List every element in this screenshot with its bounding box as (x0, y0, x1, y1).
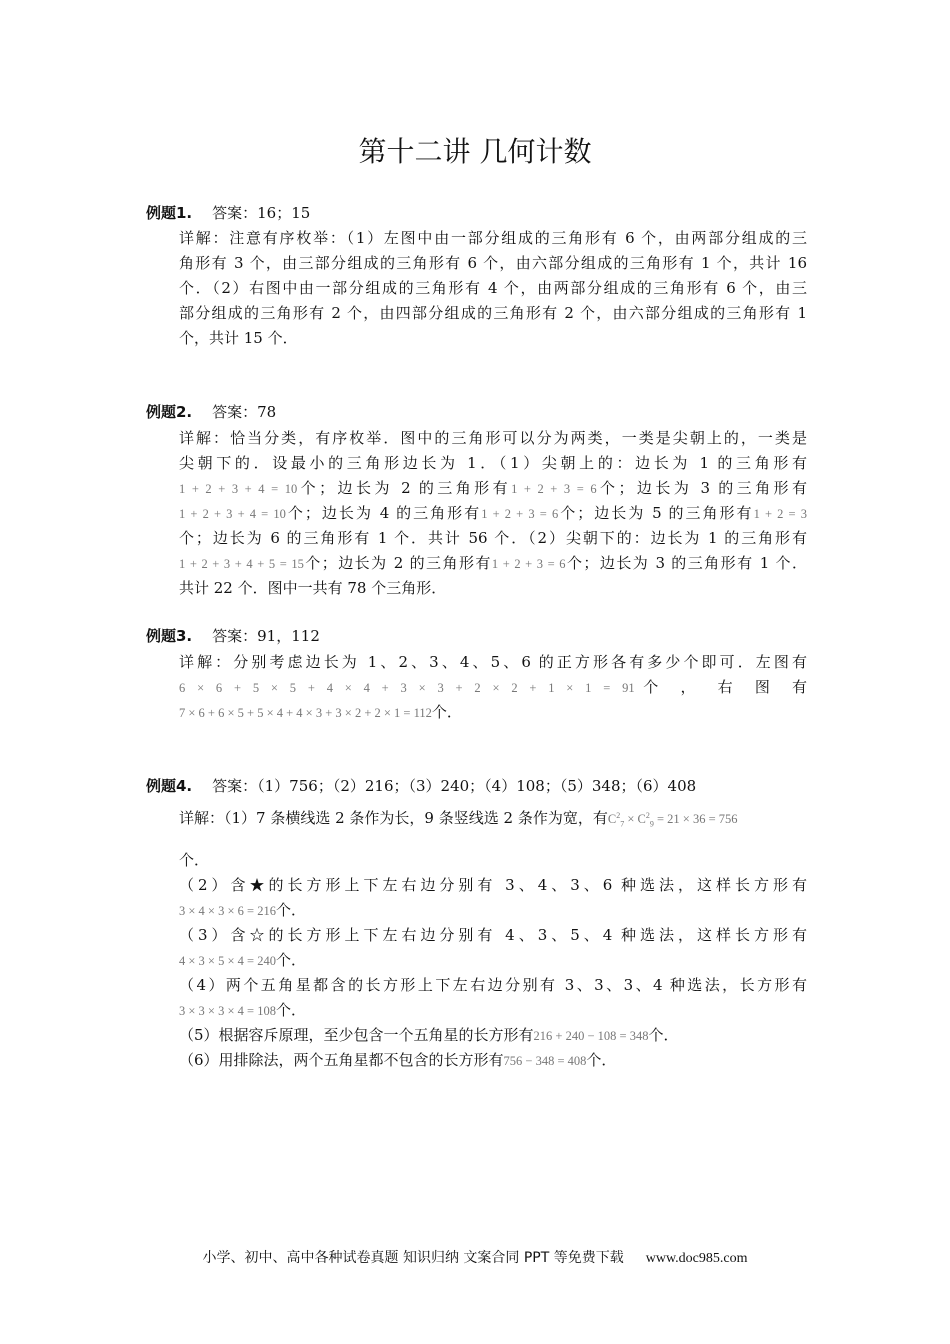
text-run: 个；边长为 2 的三角形有 (297, 479, 512, 497)
example-4-line: 个． (179, 851, 210, 869)
text-run: 个． (431, 703, 462, 721)
text-run: 个；边长为 4 的三角形有 (285, 504, 482, 522)
text-run: 图 (754, 678, 779, 696)
example-4-line (179, 1049, 807, 1070)
text-run: 个． (648, 1026, 679, 1044)
example-3-label: 例题3. (146, 627, 193, 645)
formula: 1 + 2 + 3 + 4 = 10 (179, 507, 286, 521)
superscript: 2 (645, 810, 650, 820)
text-run: ， (680, 678, 705, 696)
subscript: 7 (620, 819, 625, 829)
footer-url[interactable]: www.doc985.com (645, 1251, 748, 1266)
formula (607, 810, 738, 829)
example-3-header (146, 625, 320, 646)
formula-result: = 21 × 36 = 756 (656, 812, 738, 826)
example-4-line (179, 1024, 807, 1045)
example-4-line (179, 949, 807, 970)
example-3-line (179, 701, 807, 722)
example-2-label: 例题2. (146, 403, 193, 421)
example-1-line: 详解：注意有序枚举：（1）左图中由一部分组成的三角形有 6 个，由两部分组成的三 (179, 229, 807, 247)
text-run: 个；边长为 5 的三角形有 (558, 504, 754, 522)
combination-symbol: C (607, 812, 617, 826)
text-run: 有 (791, 678, 807, 696)
text-run: （6）用排除法，两个五角星都不包含的长方形有 (179, 1051, 504, 1069)
footer (0, 1247, 950, 1267)
text-run: 个． (275, 901, 306, 919)
subscript: 9 (649, 819, 654, 829)
example-1-label: 例题1. (146, 204, 193, 222)
formula: 3 × 4 × 3 × 6 = 216 (179, 904, 276, 918)
times-symbol: × (627, 812, 635, 826)
example-2-line: 尖朝下的．设最小的三角形边长为 1．（1）尖朝上的：边长为 1 的三角形有 (179, 454, 807, 472)
formula: 4 × 3 × 5 × 4 = 240 (179, 954, 276, 968)
formula: 1 + 2 + 3 = 6 (491, 557, 566, 571)
example-2-line: 个；边长为 6 的三角形有 1 个．共计 56 个．（2）尖朝下的：边长为 1 的三角形有 (179, 529, 807, 547)
text-run: 右 (717, 678, 742, 696)
example-3-line (179, 676, 807, 697)
footer-text: 小学、初中、高中各种试卷真题 知识归纳 文案合同 PPT 等免费下载 (202, 1250, 624, 1266)
text-run: 个 (634, 678, 667, 696)
example-1-line: 部分组成的三角形有 2 个，由四部分组成的三角形有 2 个，由六部分组成的三角形有 1 (179, 304, 807, 322)
formula: 7 × 6 + 6 × 5 + 5 × 4 + 4 × 3 + 3 × 2 + 2 × 1 = 112 (179, 706, 432, 720)
text-run: 个；边长为 3 的三角形有 1 个． (565, 554, 807, 572)
example-2-line: 详解：恰当分类，有序枚举．图中的三角形可以分为两类，一类是尖朝上的，一类是 (179, 429, 807, 447)
example-4-line: （2）含★的长方形上下左右边分别有 3、4、3、6 种选法，这样长方形有 (179, 876, 807, 894)
example-4-header (146, 775, 696, 796)
text-run: 个． (275, 1001, 306, 1019)
example-2-line (179, 477, 807, 498)
text-run: 详解：（1）7 条横线选 2 条作为长，9 条竖线选 2 条作为宽，有 (179, 809, 608, 827)
combination-symbol: C (637, 812, 646, 826)
example-4-line (179, 899, 807, 920)
example-1-header (146, 202, 310, 223)
text-run: 个；边长为 2 的三角形有 (303, 554, 492, 572)
formula: 3 × 3 × 3 × 4 = 108 (179, 1004, 276, 1018)
formula: 1 + 2 + 3 + 4 + 5 = 15 (179, 557, 304, 571)
example-2-line (179, 502, 807, 523)
formula: 216 + 240 − 108 = 348 (533, 1029, 649, 1043)
example-4-line (179, 807, 807, 829)
page-title: 第十二讲 几何计数 (358, 135, 592, 168)
example-3-line: 详解：分别考虑边长为 1、2、3、4、5、6 的正方形各有多少个即可．左图有 (179, 653, 807, 671)
formula: 756 − 348 = 408 (503, 1054, 587, 1068)
formula: 1 + 2 + 3 + 4 = 10 (179, 482, 298, 496)
example-2-header (146, 401, 276, 422)
text-run: 个． (275, 951, 306, 969)
text-run: 个；边长为 3 的三角形有 (596, 479, 807, 497)
text-run: （5）根据容斥原理，至少包含一个五角星的长方形有 (179, 1026, 534, 1044)
example-1-answer: 答案：16；15 (212, 204, 311, 222)
example-3-answer: 答案：91，112 (212, 627, 320, 645)
example-4-line: （3）含☆的长方形上下左右边分别有 4、3、5、4 种选法，这样长方形有 (179, 926, 807, 944)
formula: 1 + 2 + 3 = 6 (481, 507, 559, 521)
example-4-line: （4）两个五角星都含的长方形上下左右边分别有 3、3、3、4 种选法，长方形有 (179, 976, 807, 994)
formula: 1 + 2 = 3 (753, 507, 807, 521)
example-2-answer: 答案：78 (212, 403, 277, 421)
example-4-label: 例题4. (146, 777, 193, 795)
example-4-answer: 答案：（1）756；（2）216；（3）240；（4）108；（5）348；（6）408 (212, 777, 697, 795)
text-run: 个． (586, 1051, 617, 1069)
example-1-line: 个．（2）右图中由一部分组成的三角形有 4 个，由两部分组成的三角形有 6 个，由三 (179, 279, 807, 297)
formula: 1 + 2 + 3 = 6 (511, 482, 597, 496)
example-2-line (179, 552, 807, 573)
formula: 6 × 6 + 5 × 5 + 4 × 4 + 3 × 3 + 2 × 2 + 1 × 1 = 91 (179, 681, 635, 695)
example-4-line (179, 999, 807, 1020)
example-2-line: 共计 22 个．图中一共有 78 个三角形． (179, 579, 447, 597)
example-1-line: 个，共计 15 个． (179, 329, 298, 347)
superscript: 2 (616, 810, 621, 820)
example-1-line: 角形有 3 个，由三部分组成的三角形有 6 个，由六部分组成的三角形有 1 个，共计 16 (179, 254, 807, 272)
